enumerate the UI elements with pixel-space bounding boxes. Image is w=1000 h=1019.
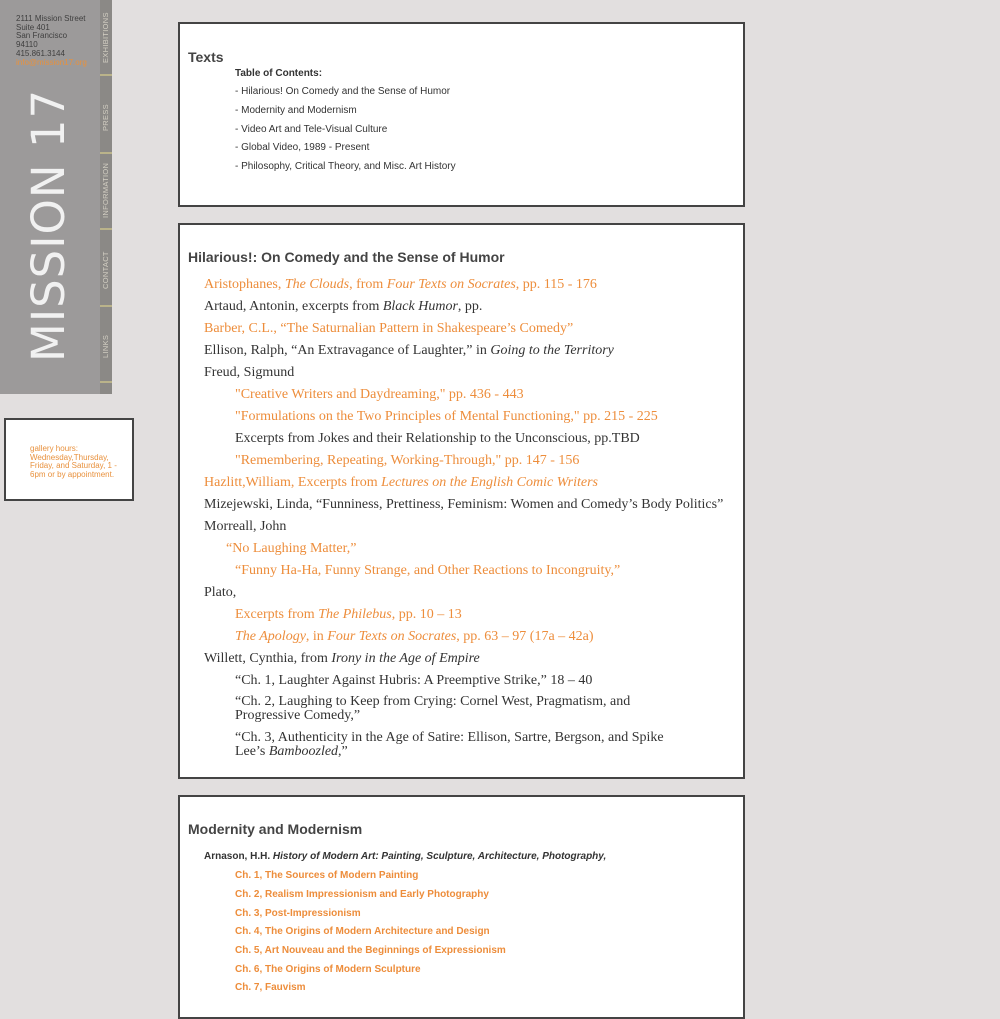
chapter-link[interactable]: Ch. 3, Post-Impressionism — [235, 908, 361, 919]
nav-exhibitions[interactable]: EXHIBITIONS — [101, 12, 110, 63]
address-line: 2111 Mission Street — [16, 14, 86, 23]
modernity-panel — [178, 795, 745, 1019]
reading-link[interactable]: “Funny Ha-Ha, Funny Strange, and Other Reactions to Incongruity,” — [235, 563, 621, 578]
gallery-hours-text: gallery hours: Wednesday,Thursday, Friday, and Saturday, 1 - 6pm or by appointment. — [30, 444, 117, 479]
reading-link[interactable]: "Formulations on the Two Principles of Mental Functioning," pp. 215 - 225 — [235, 409, 658, 424]
texts-panel — [178, 22, 745, 207]
hilarious-panel — [178, 223, 745, 779]
toc-link-modernity[interactable]: - Modernity and Modernism — [235, 105, 357, 116]
reading-link[interactable]: “No Laughing Matter,” — [226, 541, 357, 556]
toc-link-video-art[interactable]: - Video Art and Tele-Visual Culture — [235, 124, 388, 135]
nav-press[interactable]: PRESS — [101, 104, 110, 131]
toc-link-philosophy[interactable]: - Philosophy, Critical Theory, and Misc. Art History — [235, 161, 456, 172]
reading-entry: Mizejewski, Linda, “Funniness, Prettiness, Feminism: Women and Comedy’s Body Politics” — [204, 497, 724, 512]
nav-column — [100, 0, 112, 394]
chapter-link[interactable]: Ch. 5, Art Nouveau and the Beginnings of Expressionism — [235, 945, 506, 956]
chapter-link[interactable]: Ch. 1, The Sources of Modern Painting — [235, 870, 419, 881]
site-logo[interactable]: MISSION 17 — [22, 88, 75, 362]
address-line: Suite 401 — [16, 22, 50, 32]
gallery-hours-box — [4, 418, 134, 501]
nav-divider — [100, 305, 112, 307]
chapter-link[interactable]: Ch. 6, The Origins of Modern Sculpture — [235, 964, 421, 975]
reading-link[interactable]: "Remembering, Repeating, Working-Through," pp. 147 - 156 — [235, 453, 580, 468]
reading-author: Freud, Sigmund — [204, 365, 295, 380]
chapter-link[interactable]: Ch. 4, The Origins of Modern Architecture and Design — [235, 926, 490, 937]
chapter-link[interactable]: Ch. 2, Realism Impressionism and Early Photography — [235, 889, 489, 900]
chapter-link[interactable]: Ch. 7, Fauvism — [235, 982, 306, 993]
email-link[interactable]: info@mission17.org — [16, 57, 87, 67]
sidebar — [0, 0, 112, 394]
reading-link[interactable]: Aristophanes, The Clouds, from Four Texts on Socrates, pp. 115 - 176 — [204, 277, 597, 292]
reading-link[interactable]: Barber, C.L., “The Saturnalian Pattern in Shakespeare’s Comedy” — [204, 321, 574, 336]
reading-entry: “Ch. 3, Authenticity in the Age of Satire: Ellison, Sartre, Bergson, and Spike Lee’s Bamboozled,” — [235, 730, 664, 759]
reading-entry: Excerpts from Jokes and their Relationship to the Unconscious, pp.TBD — [235, 431, 640, 446]
phone-number: 415.861.3144 — [16, 48, 65, 58]
nav-contact[interactable]: CONTACT — [101, 251, 110, 289]
reading-link[interactable]: The Apology, in Four Texts on Socrates, pp. 63 – 97 (17a – 42a) — [235, 629, 594, 644]
toc-link-global-video[interactable]: - Global Video, 1989 - Present — [235, 142, 370, 153]
section-title: Hilarious!: On Comedy and the Sense of Humor — [188, 249, 505, 265]
reading-entry: Artaud, Antonin, excerpts from Black Humor, pp. — [204, 299, 483, 314]
nav-divider — [100, 381, 112, 383]
reading-author: Plato, — [204, 585, 237, 600]
nav-divider — [100, 152, 112, 154]
nav-information[interactable]: INFORMATION — [101, 162, 110, 218]
nav-links[interactable]: LINKS — [101, 334, 110, 358]
toc-link-hilarious[interactable]: - Hilarious! On Comedy and the Sense of Humor — [235, 86, 451, 97]
address-block — [16, 15, 87, 67]
section-title: Texts — [188, 49, 224, 65]
reading-entry: “Ch. 1, Laughter Against Hubris: A Preemptive Strike,” 18 – 40 — [235, 673, 593, 688]
toc-label: Table of Contents: — [235, 68, 323, 79]
address-line: San Francisco — [16, 31, 68, 41]
nav-divider — [100, 74, 112, 76]
reading-link[interactable]: Excerpts from The Philebus, pp. 10 – 13 — [235, 607, 462, 622]
address-line: 94110 — [16, 40, 38, 50]
nav-divider — [100, 228, 112, 230]
reading-entry: “Ch. 2, Laughing to Keep from Crying: Cornel West, Pragmatism, and Progressive Comedy,” — [235, 694, 631, 723]
reading-link[interactable]: Hazlitt,William, Excerpts from Lectures on the English Comic Writers — [204, 475, 598, 490]
reading-author: Arnason, H.H. History of Modern Art: Painting, Sculpture, Architecture, Photography, — [204, 851, 607, 862]
reading-entry: Willett, Cynthia, from Irony in the Age of Empire — [204, 651, 480, 666]
reading-entry: Ellison, Ralph, “An Extravagance of Laughter,” in Going to the Territory — [204, 343, 614, 358]
reading-link[interactable]: "Creative Writers and Daydreaming," pp. 436 - 443 — [235, 387, 524, 402]
section-title: Modernity and Modernism — [188, 821, 363, 837]
reading-author: Morreall, John — [204, 519, 287, 534]
